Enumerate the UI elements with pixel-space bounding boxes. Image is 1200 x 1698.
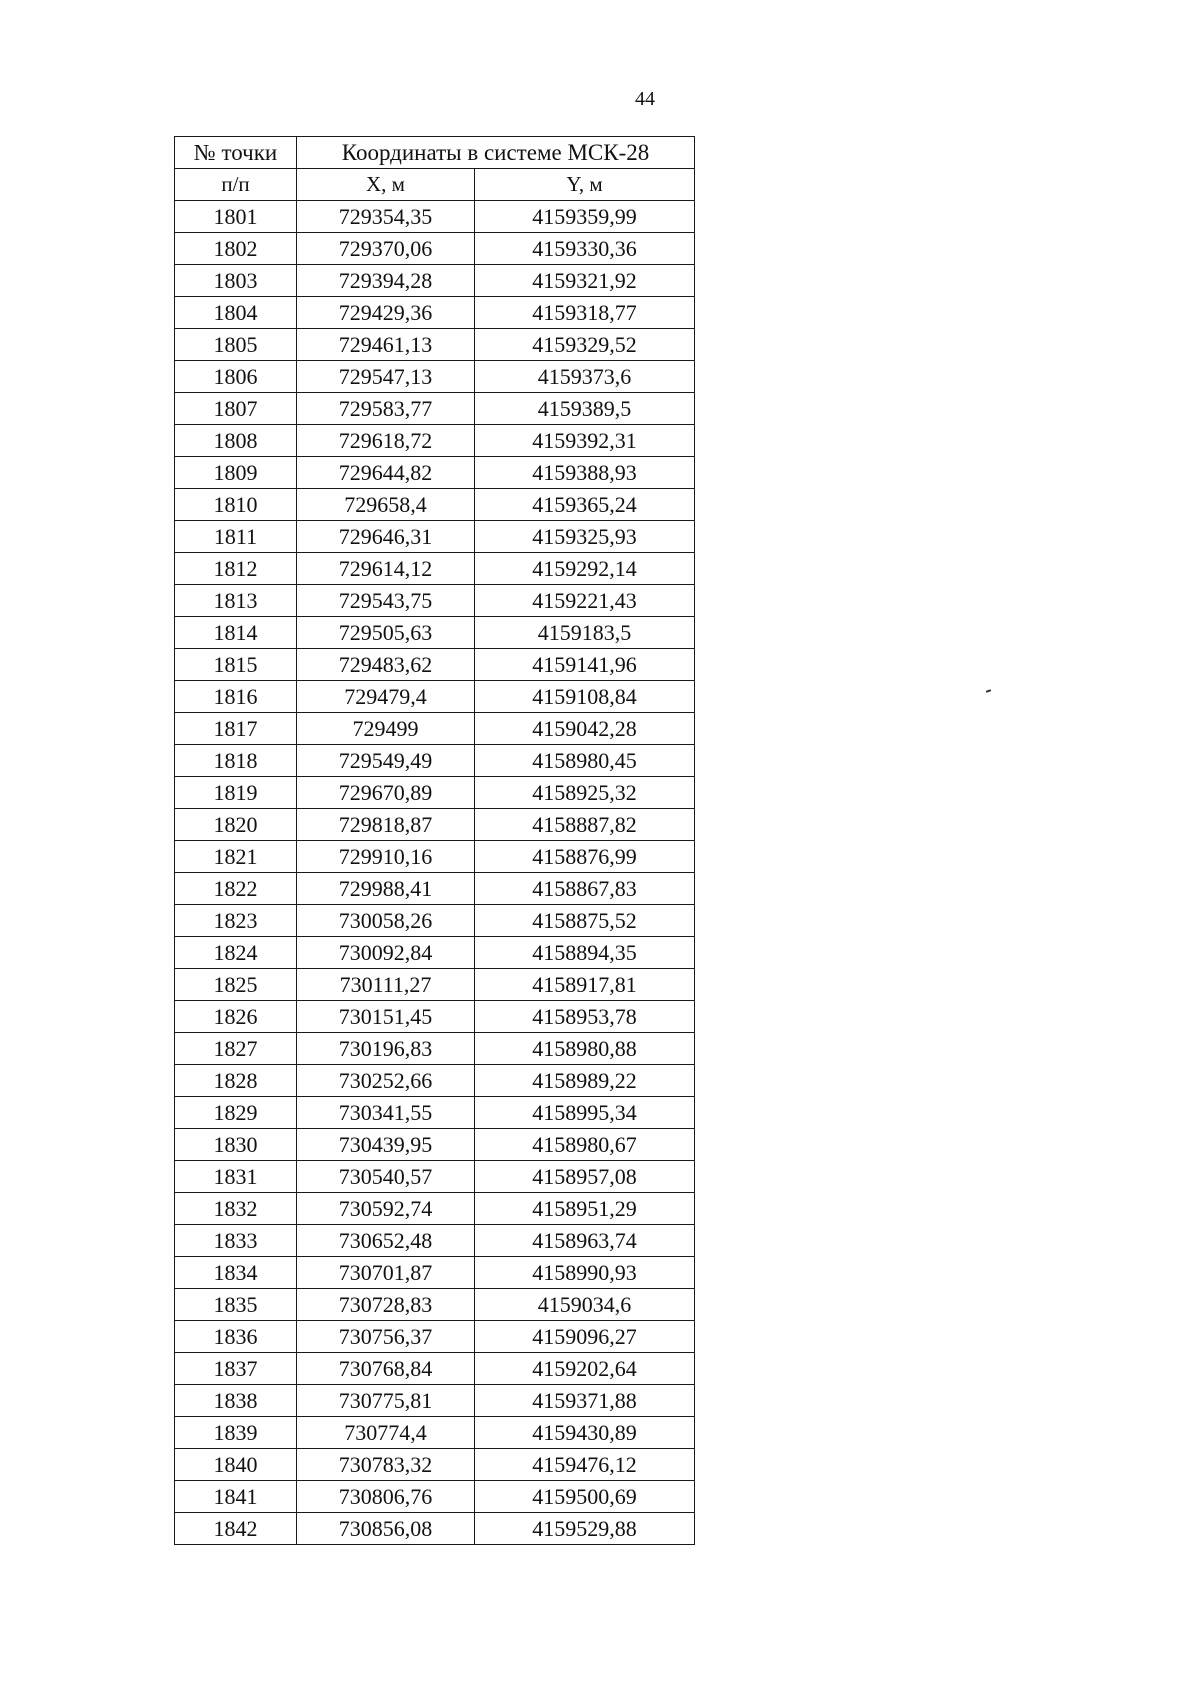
point-number-cell: 1814 xyxy=(175,617,297,649)
point-number-cell: 1807 xyxy=(175,393,297,425)
y-coordinate-cell: 4159476,12 xyxy=(475,1449,695,1481)
y-coordinate-cell: 4159365,24 xyxy=(475,489,695,521)
table-row xyxy=(175,1129,695,1161)
y-coordinate-cell: 4159329,52 xyxy=(475,329,695,361)
x-coordinate-cell: 729461,13 xyxy=(297,329,475,361)
page-number: 44 xyxy=(635,88,655,110)
point-number-cell: 1839 xyxy=(175,1417,297,1449)
table-row xyxy=(175,233,695,265)
point-number-cell: 1832 xyxy=(175,1193,297,1225)
x-coordinate-cell: 730775,81 xyxy=(297,1385,475,1417)
x-coordinate-cell: 729543,75 xyxy=(297,585,475,617)
y-coordinate-cell: 4159202,64 xyxy=(475,1353,695,1385)
point-number-cell: 1812 xyxy=(175,553,297,585)
x-coordinate-cell: 730252,66 xyxy=(297,1065,475,1097)
point-number-cell: 1820 xyxy=(175,809,297,841)
y-coordinate-cell: 4159042,28 xyxy=(475,713,695,745)
table-row xyxy=(175,1417,695,1449)
point-number-cell: 1805 xyxy=(175,329,297,361)
point-number-cell: 1842 xyxy=(175,1513,297,1545)
x-coordinate-cell: 729614,12 xyxy=(297,553,475,585)
y-coordinate-cell: 4159096,27 xyxy=(475,1321,695,1353)
header-row xyxy=(175,137,695,169)
y-coordinate-cell: 4158953,78 xyxy=(475,1001,695,1033)
x-coordinate-cell: 729644,82 xyxy=(297,457,475,489)
table-row xyxy=(175,1385,695,1417)
point-number-cell: 1833 xyxy=(175,1225,297,1257)
x-coordinate-cell: 729618,72 xyxy=(297,425,475,457)
y-coordinate-cell: 4159325,93 xyxy=(475,521,695,553)
x-coordinate-cell: 729354,35 xyxy=(297,201,475,233)
x-coordinate-cell: 730540,57 xyxy=(297,1161,475,1193)
x-coordinate-cell: 730728,83 xyxy=(297,1289,475,1321)
x-coordinate-cell: 730092,84 xyxy=(297,937,475,969)
point-number-cell: 1821 xyxy=(175,841,297,873)
point-number-cell: 1813 xyxy=(175,585,297,617)
y-coordinate-cell: 4158894,35 xyxy=(475,937,695,969)
x-coordinate-cell: 730774,4 xyxy=(297,1417,475,1449)
table-row xyxy=(175,489,695,521)
table-row xyxy=(175,1097,695,1129)
table-row xyxy=(175,361,695,393)
point-number-cell: 1822 xyxy=(175,873,297,905)
y-coordinate-cell: 4158887,82 xyxy=(475,809,695,841)
x-coordinate-cell: 729549,49 xyxy=(297,745,475,777)
table-row xyxy=(175,937,695,969)
x-coordinate-cell: 729658,4 xyxy=(297,489,475,521)
point-number-cell: 1803 xyxy=(175,265,297,297)
table-row xyxy=(175,617,695,649)
point-number-cell: 1827 xyxy=(175,1033,297,1065)
y-coordinate-cell: 4158875,52 xyxy=(475,905,695,937)
y-coordinate-cell: 4159500,69 xyxy=(475,1481,695,1513)
y-column-header: Y, м xyxy=(475,169,695,201)
point-number-cell: 1836 xyxy=(175,1321,297,1353)
y-coordinate-cell: 4159371,88 xyxy=(475,1385,695,1417)
y-coordinate-cell: 4158951,29 xyxy=(475,1193,695,1225)
table-row xyxy=(175,873,695,905)
y-coordinate-cell: 4158980,88 xyxy=(475,1033,695,1065)
coordinates-system-header: Координаты в системе МСК-28 xyxy=(297,137,695,169)
header-row xyxy=(175,169,695,201)
x-coordinate-cell: 730756,37 xyxy=(297,1321,475,1353)
x-coordinate-cell: 729499 xyxy=(297,713,475,745)
x-coordinate-cell: 730151,45 xyxy=(297,1001,475,1033)
table-row xyxy=(175,1321,695,1353)
y-coordinate-cell: 4158980,45 xyxy=(475,745,695,777)
x-coordinate-cell: 730856,08 xyxy=(297,1513,475,1545)
table-row xyxy=(175,841,695,873)
y-coordinate-cell: 4159321,92 xyxy=(475,265,695,297)
table-row xyxy=(175,1225,695,1257)
table-row xyxy=(175,553,695,585)
y-coordinate-cell: 4158963,74 xyxy=(475,1225,695,1257)
point-number-cell: 1806 xyxy=(175,361,297,393)
x-coordinate-cell: 730196,83 xyxy=(297,1033,475,1065)
y-coordinate-cell: 4159141,96 xyxy=(475,649,695,681)
y-coordinate-cell: 4158917,81 xyxy=(475,969,695,1001)
table-row xyxy=(175,649,695,681)
y-coordinate-cell: 4158867,83 xyxy=(475,873,695,905)
table-row xyxy=(175,969,695,1001)
table-row xyxy=(175,201,695,233)
x-coordinate-cell: 729370,06 xyxy=(297,233,475,265)
scan-speck xyxy=(986,689,991,693)
point-number-cell: 1828 xyxy=(175,1065,297,1097)
table-row xyxy=(175,521,695,553)
point-number-cell: 1823 xyxy=(175,905,297,937)
x-coordinate-cell: 730768,84 xyxy=(297,1353,475,1385)
table-row xyxy=(175,1449,695,1481)
y-coordinate-cell: 4158990,93 xyxy=(475,1257,695,1289)
table-row xyxy=(175,905,695,937)
y-coordinate-cell: 4159430,89 xyxy=(475,1417,695,1449)
table-row xyxy=(175,329,695,361)
y-coordinate-cell: 4159221,43 xyxy=(475,585,695,617)
x-coordinate-cell: 730701,87 xyxy=(297,1257,475,1289)
table-row xyxy=(175,1257,695,1289)
table-row xyxy=(175,585,695,617)
point-number-cell: 1810 xyxy=(175,489,297,521)
y-coordinate-cell: 4159292,14 xyxy=(475,553,695,585)
y-coordinate-cell: 4158925,32 xyxy=(475,777,695,809)
point-number-cell: 1841 xyxy=(175,1481,297,1513)
table-row xyxy=(175,777,695,809)
point-number-header-top: № точки xyxy=(175,137,297,169)
y-coordinate-cell: 4159373,6 xyxy=(475,361,695,393)
table-row xyxy=(175,1289,695,1321)
x-coordinate-cell: 729988,41 xyxy=(297,873,475,905)
y-coordinate-cell: 4159034,6 xyxy=(475,1289,695,1321)
y-coordinate-cell: 4159330,36 xyxy=(475,233,695,265)
y-coordinate-cell: 4158957,08 xyxy=(475,1161,695,1193)
y-coordinate-cell: 4159108,84 xyxy=(475,681,695,713)
point-number-cell: 1819 xyxy=(175,777,297,809)
point-number-cell: 1834 xyxy=(175,1257,297,1289)
table-row xyxy=(175,1353,695,1385)
table-row xyxy=(175,393,695,425)
table-row xyxy=(175,1065,695,1097)
x-coordinate-cell: 729547,13 xyxy=(297,361,475,393)
y-coordinate-cell: 4159318,77 xyxy=(475,297,695,329)
x-coordinate-cell: 730783,32 xyxy=(297,1449,475,1481)
x-coordinate-cell: 729646,31 xyxy=(297,521,475,553)
table-row xyxy=(175,681,695,713)
point-number-cell: 1830 xyxy=(175,1129,297,1161)
y-coordinate-cell: 4158980,67 xyxy=(475,1129,695,1161)
coordinates-table xyxy=(174,136,695,1545)
point-number-cell: 1825 xyxy=(175,969,297,1001)
x-coordinate-cell: 729818,87 xyxy=(297,809,475,841)
x-coordinate-cell: 730058,26 xyxy=(297,905,475,937)
x-coordinate-cell: 730652,48 xyxy=(297,1225,475,1257)
x-coordinate-cell: 730806,76 xyxy=(297,1481,475,1513)
table-row xyxy=(175,265,695,297)
point-number-cell: 1804 xyxy=(175,297,297,329)
point-number-cell: 1831 xyxy=(175,1161,297,1193)
x-coordinate-cell: 729670,89 xyxy=(297,777,475,809)
table-row xyxy=(175,809,695,841)
point-number-cell: 1808 xyxy=(175,425,297,457)
table-row xyxy=(175,1481,695,1513)
table-row xyxy=(175,1193,695,1225)
point-number-cell: 1840 xyxy=(175,1449,297,1481)
x-coordinate-cell: 729583,77 xyxy=(297,393,475,425)
table-row xyxy=(175,1033,695,1065)
table-row xyxy=(175,745,695,777)
table-row xyxy=(175,1161,695,1193)
point-number-cell: 1817 xyxy=(175,713,297,745)
point-number-cell: 1802 xyxy=(175,233,297,265)
x-coordinate-cell: 729394,28 xyxy=(297,265,475,297)
x-column-header: X, м xyxy=(297,169,475,201)
y-coordinate-cell: 4159388,93 xyxy=(475,457,695,489)
table-header xyxy=(175,137,695,201)
x-coordinate-cell: 730111,27 xyxy=(297,969,475,1001)
point-number-cell: 1815 xyxy=(175,649,297,681)
y-coordinate-cell: 4159392,31 xyxy=(475,425,695,457)
x-coordinate-cell: 729910,16 xyxy=(297,841,475,873)
point-number-cell: 1826 xyxy=(175,1001,297,1033)
x-coordinate-cell: 730592,74 xyxy=(297,1193,475,1225)
point-number-header-bottom: п/п xyxy=(175,169,297,201)
x-coordinate-cell: 729429,36 xyxy=(297,297,475,329)
x-coordinate-cell: 729505,63 xyxy=(297,617,475,649)
y-coordinate-cell: 4158995,34 xyxy=(475,1097,695,1129)
table-row xyxy=(175,713,695,745)
table-row xyxy=(175,1513,695,1545)
table-body xyxy=(175,201,695,1545)
point-number-cell: 1829 xyxy=(175,1097,297,1129)
point-number-cell: 1809 xyxy=(175,457,297,489)
point-number-cell: 1835 xyxy=(175,1289,297,1321)
point-number-cell: 1824 xyxy=(175,937,297,969)
y-coordinate-cell: 4159389,5 xyxy=(475,393,695,425)
y-coordinate-cell: 4159359,99 xyxy=(475,201,695,233)
point-number-cell: 1837 xyxy=(175,1353,297,1385)
table-row xyxy=(175,1001,695,1033)
point-number-cell: 1838 xyxy=(175,1385,297,1417)
x-coordinate-cell: 730439,95 xyxy=(297,1129,475,1161)
table-row xyxy=(175,425,695,457)
y-coordinate-cell: 4159529,88 xyxy=(475,1513,695,1545)
y-coordinate-cell: 4158876,99 xyxy=(475,841,695,873)
point-number-cell: 1818 xyxy=(175,745,297,777)
x-coordinate-cell: 729479,4 xyxy=(297,681,475,713)
point-number-cell: 1816 xyxy=(175,681,297,713)
table-row xyxy=(175,457,695,489)
table-row xyxy=(175,297,695,329)
x-coordinate-cell: 730341,55 xyxy=(297,1097,475,1129)
point-number-cell: 1811 xyxy=(175,521,297,553)
x-coordinate-cell: 729483,62 xyxy=(297,649,475,681)
y-coordinate-cell: 4158989,22 xyxy=(475,1065,695,1097)
y-coordinate-cell: 4159183,5 xyxy=(475,617,695,649)
point-number-cell: 1801 xyxy=(175,201,297,233)
